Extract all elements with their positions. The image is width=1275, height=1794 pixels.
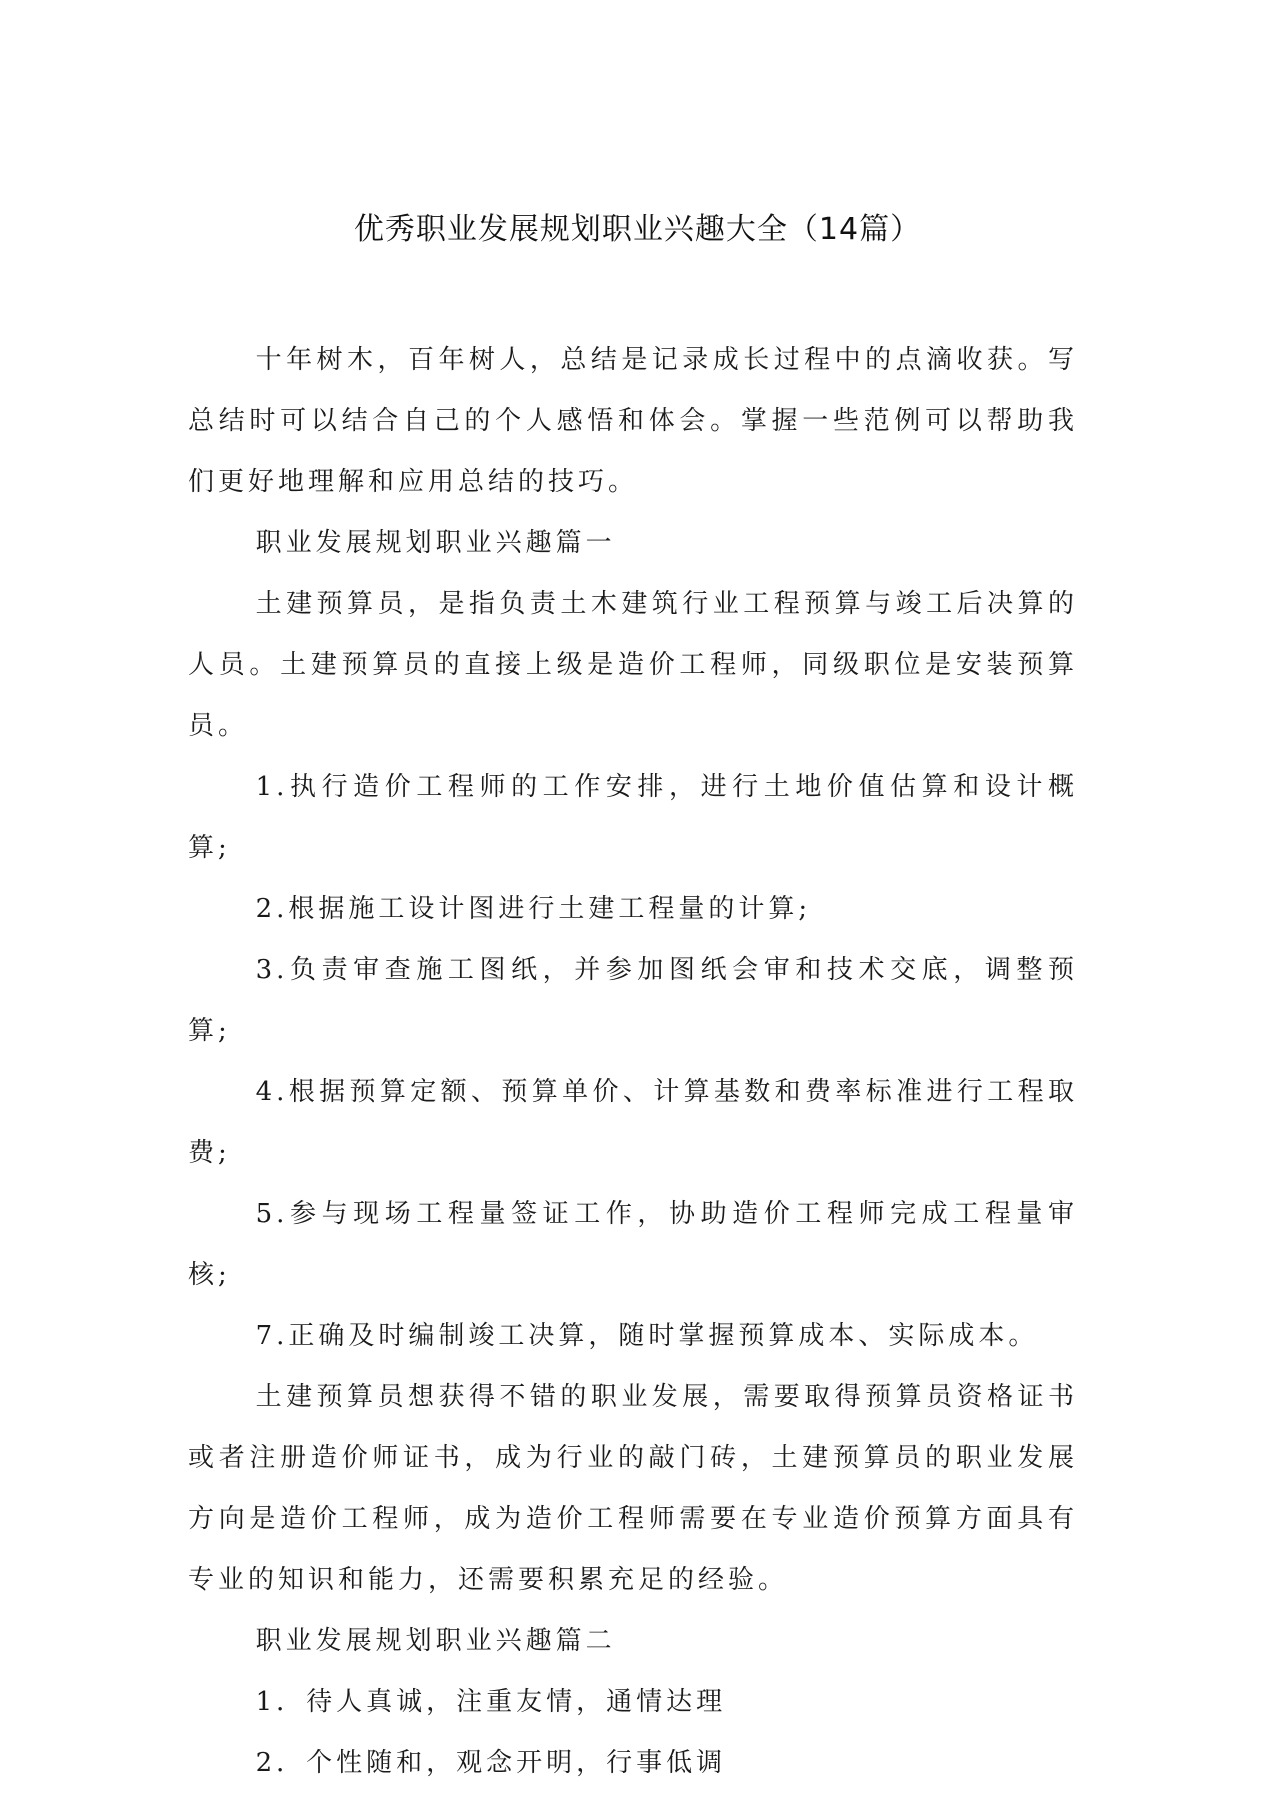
document-body: [188, 330, 1078, 1794]
body-paragraph: 土建预算员想获得不错的职业发展，需要取得预算员资格证书或者注册造价师证书，成为行业的敲门砖，土建预算员的职业发展方向是造价工程师，成为造价工程师需要在专业造价预算方面具有专业的知识和能力，还需要积累充足的经验。: [188, 1382, 1078, 1595]
intro-paragraph: 十年树木，百年树人，总结是记录成长过程中的点滴收获。写总结时可以结合自己的个人感悟和体会。掌握一些范例可以帮助我们更好地理解和应用总结的技巧。: [188, 345, 1078, 497]
section-heading-2: 职业发展规划职业兴趣篇二: [255, 1626, 616, 1656]
list-item: 1.执行造价工程师的工作安排，进行土地价值估算和设计概算;: [188, 772, 1078, 863]
list-item: 2.根据施工设计图进行土建工程量的计算;: [255, 894, 812, 924]
body-paragraph: 土建预算员，是指负责土木建筑行业工程预算与竣工后决算的人员。土建预算员的直接上级是造价工程师，同级职位是安装预算员。: [188, 589, 1078, 741]
list-item: 1．待人真诚，注重友情，通情达理: [255, 1687, 727, 1717]
list-item: 2．个性随和，观念开明，行事低调: [255, 1748, 727, 1778]
list-item: 4.根据预算定额、预算单价、计算基数和费率标准进行工程取费;: [188, 1077, 1078, 1168]
document-title: 优秀职业发展规划职业兴趣大全（14篇）: [353, 212, 922, 247]
list-item: 5.参与现场工程量签证工作，协助造价工程师完成工程量审核;: [188, 1199, 1078, 1290]
list-item: 7.正确及时编制竣工决算，随时掌握预算成本、实际成本。: [255, 1321, 1039, 1351]
list-item: 3.负责审查施工图纸，并参加图纸会审和技术交底，调整预算;: [188, 955, 1078, 1046]
section-heading-1: 职业发展规划职业兴趣篇一: [255, 528, 616, 558]
